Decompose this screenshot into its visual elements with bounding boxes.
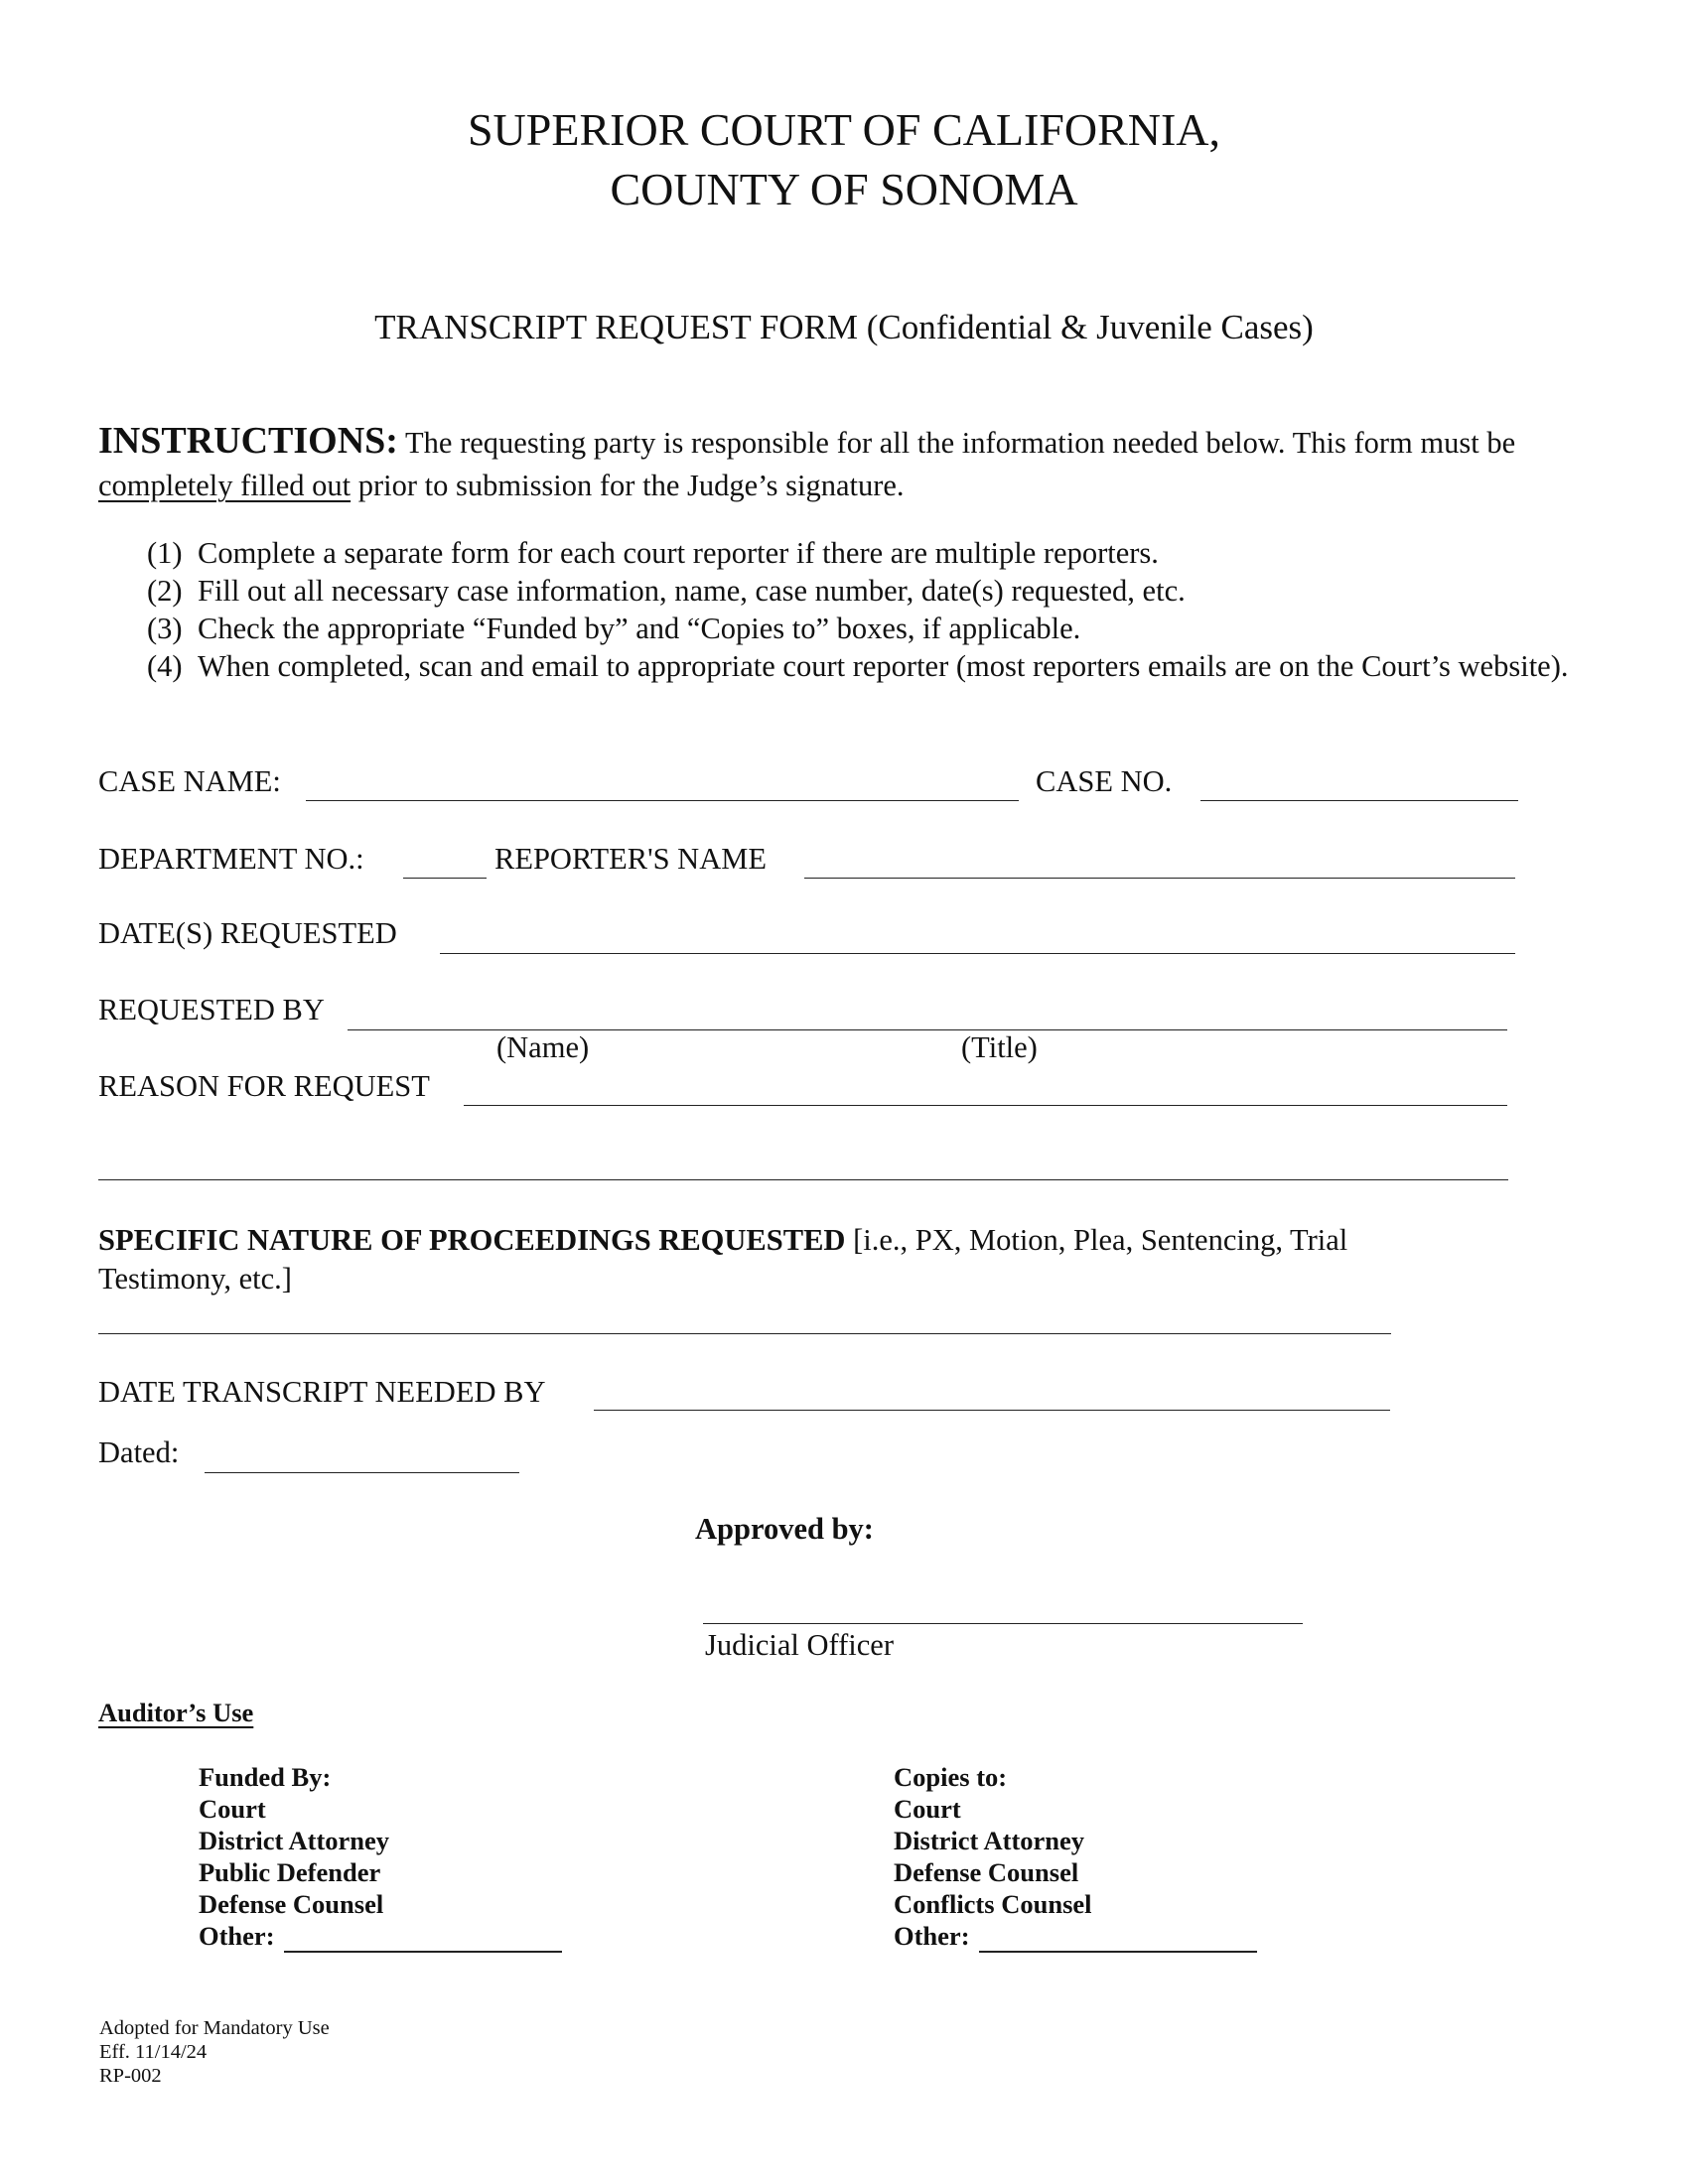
department-label: DEPARTMENT NO.: xyxy=(98,842,364,876)
copies-to-district-attorney: District Attorney xyxy=(894,1826,1085,1855)
department-line[interactable] xyxy=(403,878,487,879)
auditors-use-title: Auditor’s Use xyxy=(98,1698,254,1727)
copies-to-other-label: Other: xyxy=(894,1921,970,1951)
case-name-line[interactable] xyxy=(306,800,1019,801)
approved-by-label: Approved by: xyxy=(695,1512,874,1546)
funded-by-defense-counsel: Defense Counsel xyxy=(199,1889,384,1919)
dated-line[interactable] xyxy=(205,1472,519,1473)
case-no-line[interactable] xyxy=(1200,800,1518,801)
nature-examples-1: [i.e., PX, Motion, Plea, Sentencing, Trial xyxy=(853,1223,1348,1257)
court-name-line2: COUNTY OF SONOMA xyxy=(610,164,1078,214)
instructions-lead: INSTRUCTIONS: xyxy=(98,420,398,462)
instructions-paragraph xyxy=(98,420,1608,507)
instruction-item: (3) Check the appropriate “Funded by” and “Copies to” boxes, if applicable. xyxy=(147,612,1081,645)
nature-line1 xyxy=(98,1223,1347,1258)
funded-by-district-attorney: District Attorney xyxy=(199,1826,390,1855)
copies-to-other-line[interactable] xyxy=(979,1951,1257,1953)
instructions-underlined: completely filled out xyxy=(98,469,352,502)
footer-adopted: Adopted for Mandatory Use xyxy=(99,2017,330,2039)
date-needed-line[interactable] xyxy=(594,1410,1390,1411)
reason-line-1[interactable] xyxy=(464,1105,1507,1106)
nature-line[interactable] xyxy=(98,1333,1391,1334)
funded-by-public-defender: Public Defender xyxy=(199,1857,381,1887)
funded-by-other-label: Other: xyxy=(199,1921,275,1951)
date-needed-label: DATE TRANSCRIPT NEEDED BY xyxy=(98,1375,546,1409)
dated-label: Dated: xyxy=(98,1435,180,1469)
court-name-line1: SUPERIOR COURT OF CALIFORNIA, xyxy=(467,104,1221,155)
funded-by-court: Court xyxy=(199,1794,266,1824)
form-title: TRANSCRIPT REQUEST FORM (Confidential & Juvenile Cases) xyxy=(374,308,1314,346)
dates-requested-label: DATE(S) REQUESTED xyxy=(98,916,397,950)
case-name-label: CASE NAME: xyxy=(98,764,281,798)
judicial-officer-label: Judicial Officer xyxy=(705,1628,894,1662)
dates-requested-line[interactable] xyxy=(440,953,1515,954)
nature-heading: SPECIFIC NATURE OF PROCEEDINGS REQUESTED xyxy=(98,1223,846,1257)
requested-by-label: REQUESTED BY xyxy=(98,993,325,1026)
funded-by-heading: Funded By: xyxy=(199,1762,332,1792)
reporter-name-label: REPORTER'S NAME xyxy=(494,842,767,876)
instructions-text-before: The requesting party is responsible for all the information needed below. This form must be xyxy=(405,426,1516,460)
instruction-item: (2) Fill out all necessary case information, name, case number, date(s) requested, etc. xyxy=(147,574,1186,608)
copies-to-heading: Copies to: xyxy=(894,1762,1008,1792)
instruction-item: (1) Complete a separate form for each court reporter if there are multiple reporters. xyxy=(147,536,1159,570)
nature-examples-2: Testimony, etc.] xyxy=(98,1262,292,1296)
name-caption: (Name) xyxy=(496,1030,590,1064)
reason-label: REASON FOR REQUEST xyxy=(98,1069,430,1103)
reporter-name-line[interactable] xyxy=(804,878,1515,879)
footer-effective-date: Eff. 11/14/24 xyxy=(99,2041,208,2063)
judicial-officer-signature-line[interactable] xyxy=(703,1623,1303,1624)
copies-to-defense-counsel: Defense Counsel xyxy=(894,1857,1079,1887)
copies-to-court: Court xyxy=(894,1794,961,1824)
copies-to-conflicts-counsel: Conflicts Counsel xyxy=(894,1889,1092,1919)
footer-form-number: RP-002 xyxy=(99,2065,162,2087)
reason-line-2[interactable] xyxy=(98,1179,1508,1180)
instructions-text-after: prior to submission for the Judge’s signature. xyxy=(357,469,905,502)
instructions-list xyxy=(147,534,1597,685)
funded-by-other-line[interactable] xyxy=(284,1951,562,1953)
instruction-item: (4) When completed, scan and email to appropriate court reporter (most reporters emails are on the Court’s website). xyxy=(147,649,1569,683)
title-caption: (Title) xyxy=(961,1030,1038,1064)
case-no-label: CASE NO. xyxy=(1036,764,1173,798)
